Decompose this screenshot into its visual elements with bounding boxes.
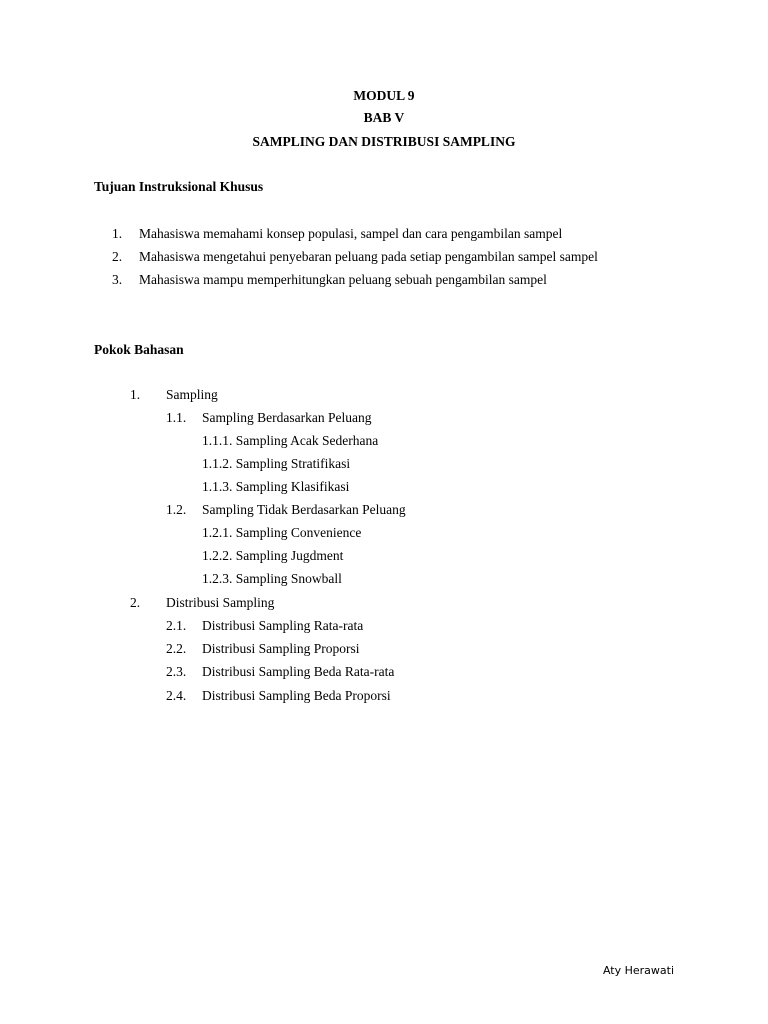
subtopic-number: 1.1. (166, 410, 187, 425)
subsubtopic-text: 1.1.1. Sampling Acak Sederhana (202, 433, 379, 448)
subsubtopic-text: 1.2.2. Sampling Jugdment (202, 548, 344, 563)
topic-number: 1. (130, 387, 141, 402)
topic-number: 2. (130, 595, 141, 610)
chapter-number: BAB V (363, 110, 405, 125)
subsubtopic-text: 1.2.1. Sampling Convenience (202, 525, 362, 540)
subtopic-text: Distribusi Sampling Rata-rata (202, 618, 364, 633)
subtopic-number: 1.2. (166, 502, 187, 517)
topic-text: Distribusi Sampling (166, 595, 275, 610)
list-item-number: 3. (112, 272, 123, 287)
topic-text: Sampling (166, 387, 218, 402)
list-item-text: Mahasiswa mengetahui penyebaran peluang pada setiap pengambilan sampel sampel (139, 249, 598, 264)
list-item-number: 2. (112, 249, 123, 264)
subtopic-text: Distribusi Sampling Proporsi (202, 641, 360, 656)
subtopic-text: Distribusi Sampling Beda Rata-rata (202, 664, 395, 679)
list-item-text: Mahasiswa mampu memperhitungkan peluang sebuah pengambilan sampel (139, 272, 547, 287)
list-item-text: Mahasiswa memahami konsep populasi, sampel dan cara pengambilan sampel (139, 226, 563, 241)
list-item-number: 1. (112, 226, 123, 241)
subtopic-number: 2.1. (166, 618, 187, 633)
chapter-title: SAMPLING DAN DISTRIBUSI SAMPLING (252, 134, 516, 149)
subtopic-text: Sampling Tidak Berdasarkan Peluang (202, 502, 406, 517)
subsubtopic-text: 1.2.3. Sampling Snowball (202, 571, 342, 586)
footer-author: Aty Herawati (602, 964, 674, 977)
subsubtopic-text: 1.1.2. Sampling Stratifikasi (202, 456, 351, 471)
subsubtopic-text: 1.1.3. Sampling Klasifikasi (202, 479, 350, 494)
objectives-heading: Tujuan Instruksional Khusus (94, 179, 264, 194)
subtopic-text: Distribusi Sampling Beda Proporsi (202, 688, 391, 703)
subtopic-number: 2.3. (166, 664, 187, 679)
subtopic-text: Sampling Berdasarkan Peluang (202, 410, 372, 425)
subtopic-number: 2.2. (166, 641, 187, 656)
topics-heading: Pokok Bahasan (94, 342, 184, 357)
module-number: MODUL 9 (353, 88, 415, 103)
subtopic-number: 2.4. (166, 688, 187, 703)
